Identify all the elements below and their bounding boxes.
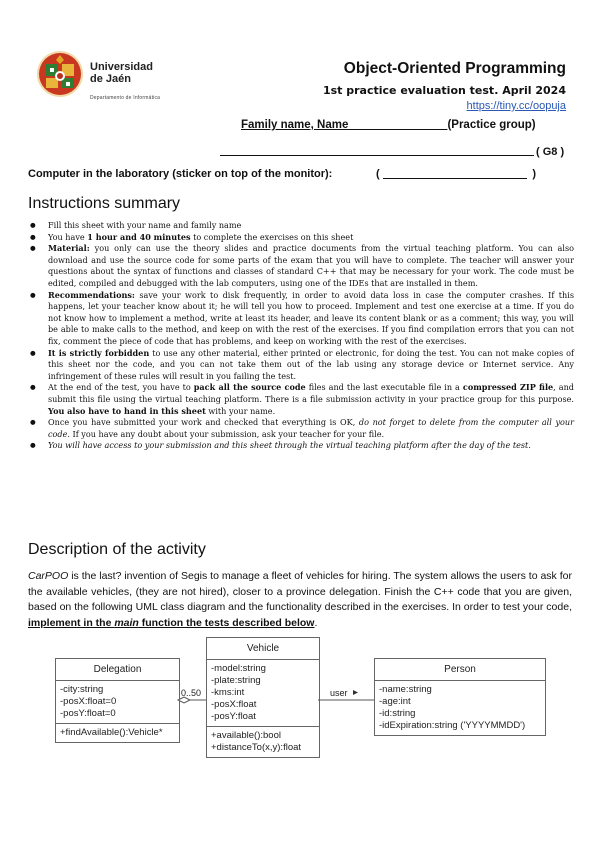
- instruction-item: ● Material: you only can use the theory slides and practice documents from the virtual teaching platform. You can also download and use the source code for some parts of the exam that you will have to complete. The teacher will answer your questions about the syntax of functions and classes of standard C++ that may be necessary for your work. The code must be edited, compiled and debugged with the lab computers, using one of the IDEs that are installed in them.: [28, 243, 574, 289]
- class-attributes: -city:string -posX:float=0 -posY:float=0: [60, 684, 117, 719]
- multiplicity-label: 0..50: [181, 688, 202, 698]
- system-name: CarPOO: [28, 570, 69, 582]
- instruction-item: ● At the end of the test, you have to pack all the source code files and the last executable file in a compressed ZIP file, and submit this file using the virtual teaching platform. There is a file submission activity in your practice group for this purpose. You also have to hand in this sheet with your name.: [28, 382, 574, 417]
- instruction-item: ● Once you have submitted your work and checked that everything is OK, do not forget to delete from the computer all your code. If you have any doubt about your submission, ask your teacher for your file.: [28, 417, 574, 440]
- document-subtitle: 1st practice evaluation test. April 2024: [322, 84, 566, 97]
- description-heading: Description of the activity: [28, 541, 206, 558]
- instruction-item: ● Fill this sheet with your name and family name: [28, 220, 574, 232]
- direction-arrow-icon: [353, 690, 358, 695]
- class-attributes: -name:string -age:int -id:string -idExpiration:string ('YYYYMMDD'): [379, 684, 526, 731]
- instruction-item: ● It is strictly forbidden to use any other material, either printed or electronic, for doing the test. You can not make copies of this sheet nor the code, and you can not take them out of the lab using any storage device or Internet service. Any infringement of these rules will result in you failing the test.: [28, 348, 574, 383]
- description-paragraph: CarPOO is the last? invention of Segis to manage a fleet of vehicles for hiring. The system allows the users to ask for the available vehicles, (they are not hired), closer to a province delegation. Finish the C++ code that you are given, based on the following UML class diagram and the functionality described in the exercises. In order to test your code, implement in the main function the tests described below.: [28, 570, 572, 629]
- department-name: Departamento de Informática: [90, 95, 161, 101]
- class-name: Vehicle: [207, 638, 319, 660]
- family-name-label: Family name, Name: [241, 119, 349, 131]
- computer-label: Computer in the laboratory (sticker on top of the monitor):: [28, 168, 333, 180]
- class-methods: +findAvailable():Vehicle*: [56, 723, 179, 742]
- instructions-heading: Instructions summary: [28, 195, 181, 212]
- instruction-item: ● You have 1 hour and 40 minutes to complete the exercises on this sheet: [28, 232, 574, 244]
- group-code: ( G8 ): [536, 146, 565, 158]
- class-name: Delegation: [56, 659, 179, 681]
- instruction-item: ● You will have access to your submission and this sheet through the virtual teaching platform after the day of the test.: [28, 440, 574, 452]
- class-name: Person: [375, 659, 545, 681]
- class-methods: +available():bool +distanceTo(x,y):float: [207, 726, 319, 757]
- course-link[interactable]: https://tiny.cc/oopuja: [466, 100, 566, 112]
- instruction-item: ● Recommendations: save your work to disk frequently, in order to avoid data loss in case the computer crashes. If this happens, let your teacher know about it; he will tell you how to proceed. Implement and test one exercise at a time. If you do not know how to implement a method, write at least its header, and leave its content blank or as a comment; this way, you will be able to make calls to the method, and keep on with the rest of the exercises. If you find compilation errors that you can not fix, comment the piece of code that has problems, and keep on working with the rest of the exercises.: [28, 290, 574, 348]
- practice-group-label: (Practice group): [447, 119, 536, 131]
- document-title: Object-Oriented Programming: [343, 60, 566, 77]
- university-name: Universidad de Jaén: [90, 61, 153, 85]
- class-attributes: -model:string -plate:string -kms:int -posX:float -posY:float: [211, 663, 266, 722]
- role-label: user: [330, 688, 348, 698]
- computer-field: ( ): [376, 168, 536, 180]
- main-instruction: implement in the main function the tests described below: [28, 616, 315, 629]
